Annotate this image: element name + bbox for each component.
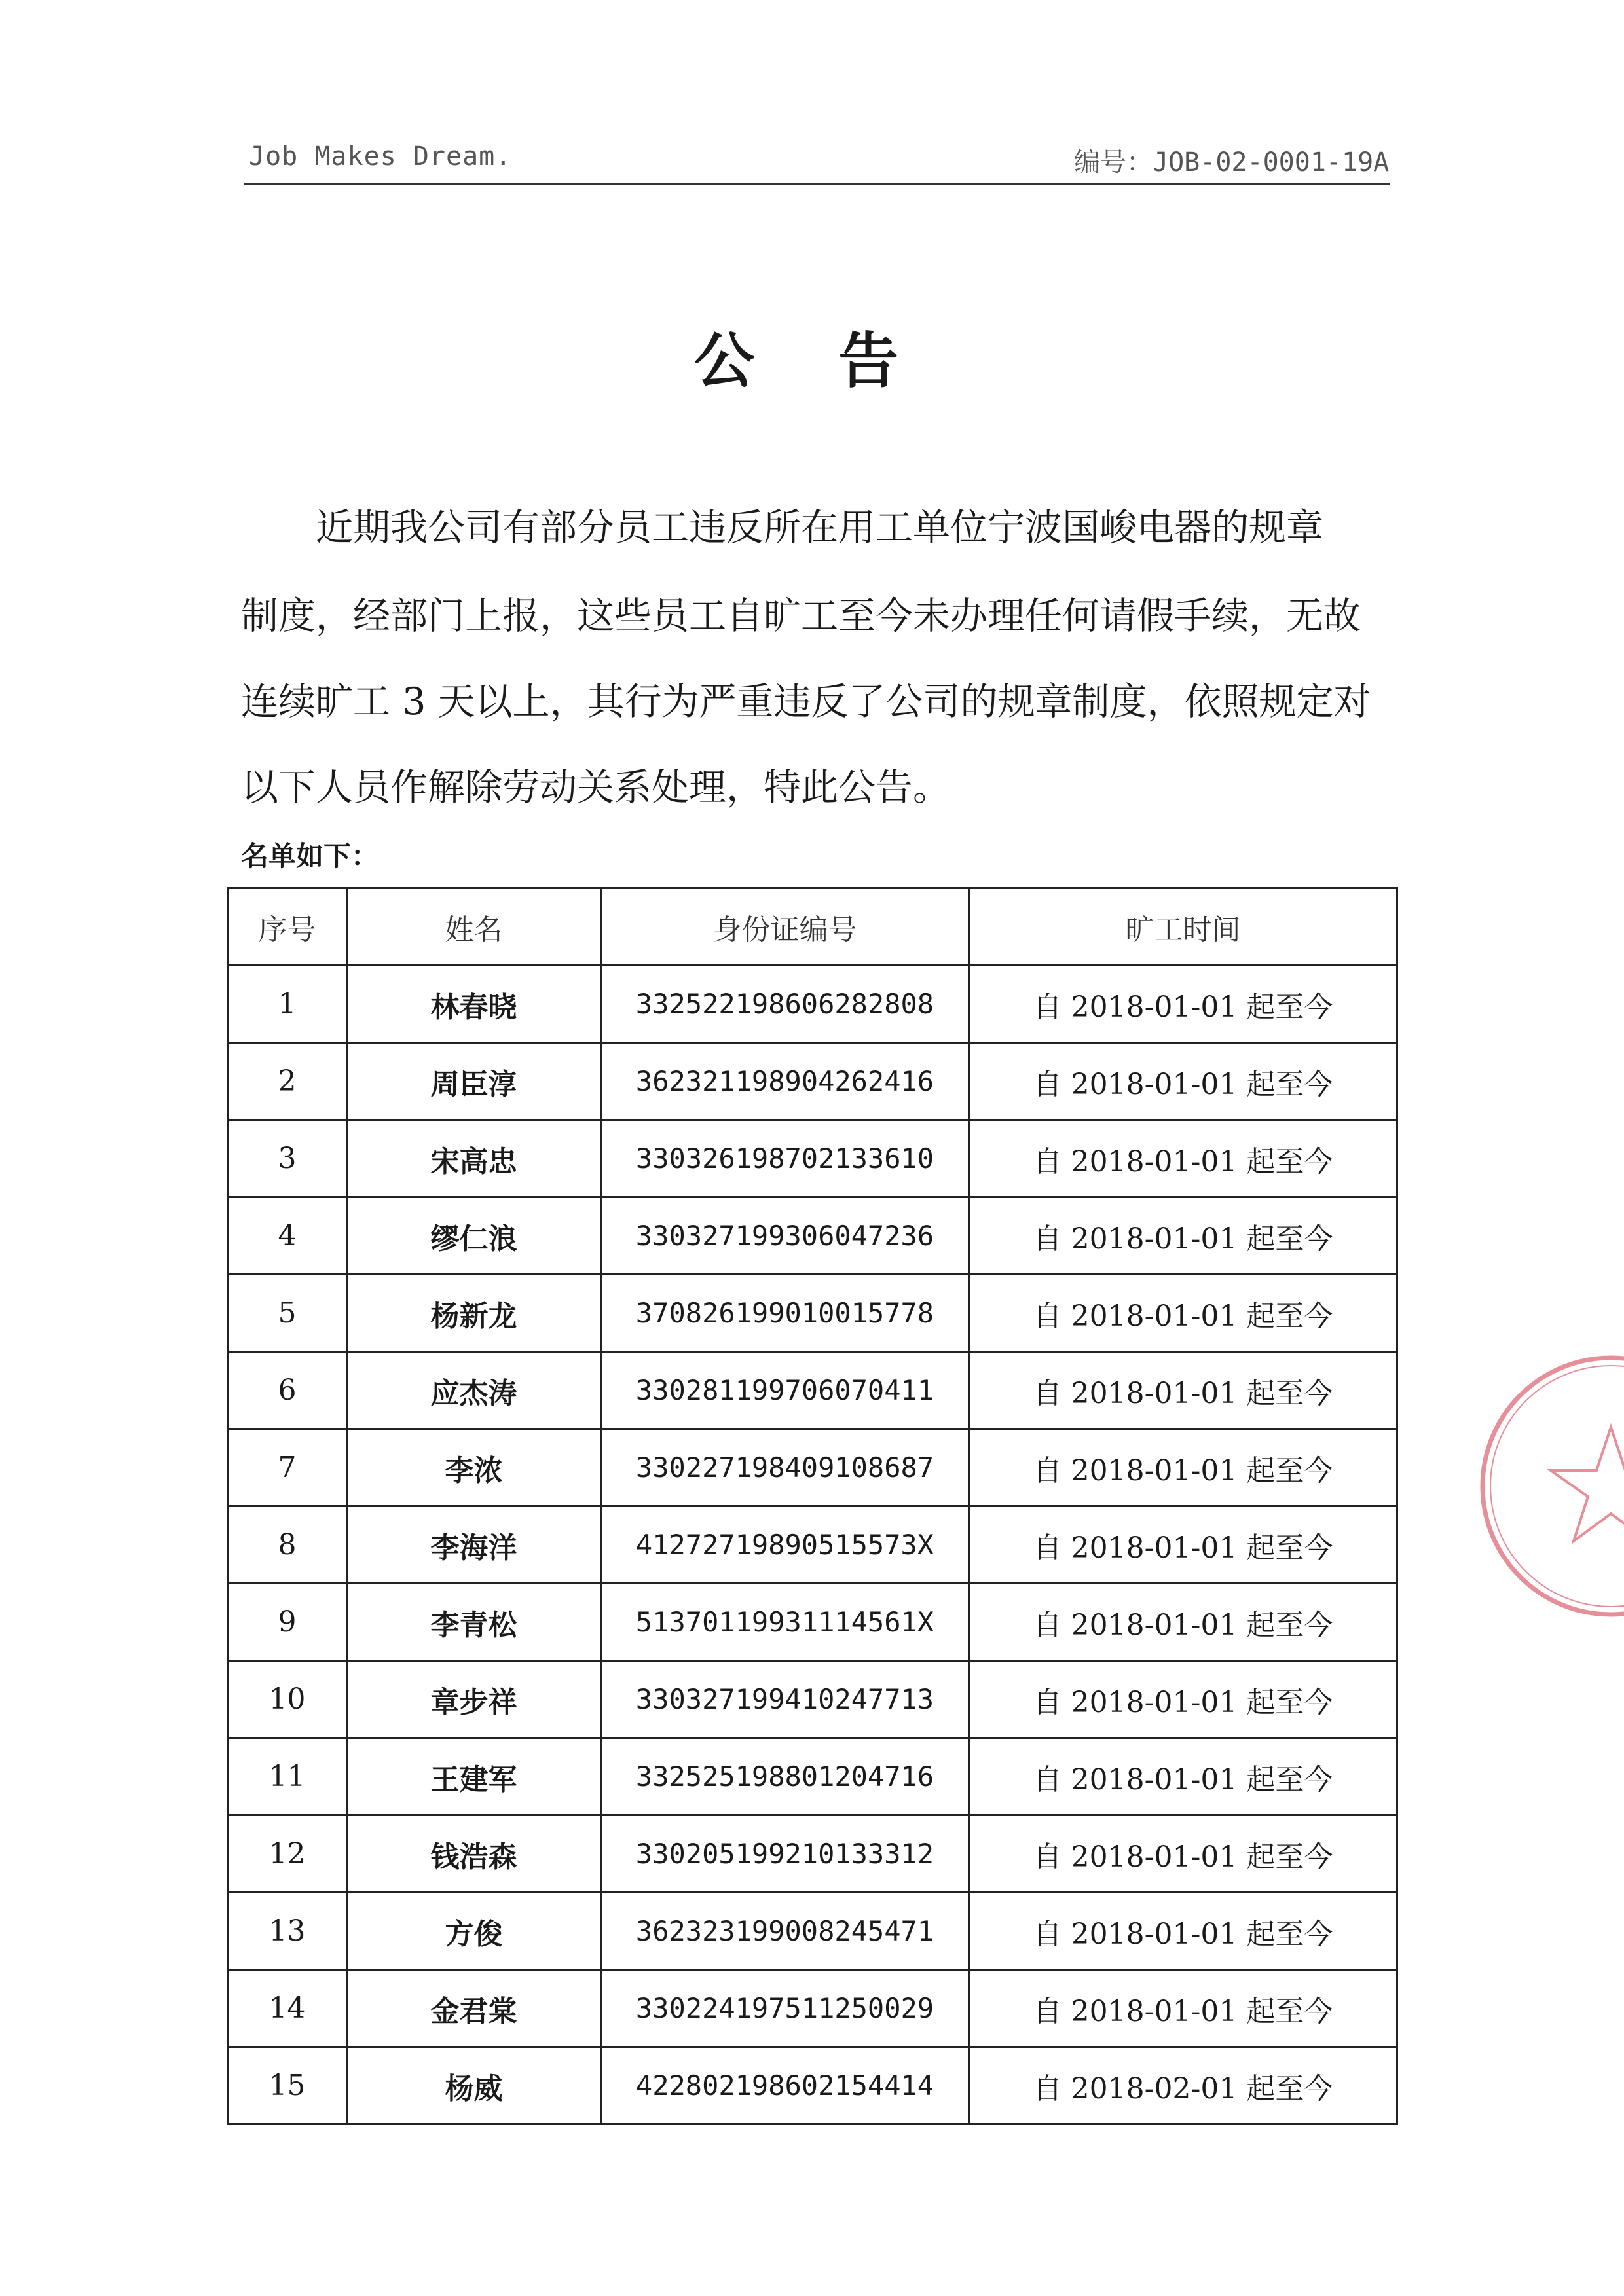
table-row (228, 1893, 1397, 1970)
table-row (228, 1197, 1397, 1275)
row-number-cell: 9 (228, 1584, 347, 1661)
row-number-cell: 8 (228, 1506, 347, 1584)
id-number-cell: 422802198602154414 (601, 2047, 969, 2124)
row-number-cell: 10 (228, 1661, 347, 1738)
row-number-cell: 7 (228, 1429, 347, 1506)
table-row (228, 2047, 1397, 2124)
table-row (228, 1584, 1397, 1661)
employee-name-cell: 林春晓 (347, 966, 601, 1043)
absence-time-cell: 自 2018-01-01 起至今 (969, 1584, 1397, 1661)
table-row (228, 1429, 1397, 1506)
absence-time-cell: 自 2018-01-01 起至今 (969, 1738, 1397, 1815)
absence-time-cell: 自 2018-01-01 起至今 (969, 1815, 1397, 1893)
column-header-name: 姓名 (347, 888, 601, 966)
absence-time-cell: 自 2018-01-01 起至今 (969, 1120, 1397, 1197)
page-title: 公 告 (693, 326, 931, 396)
absence-time-cell: 自 2018-01-01 起至今 (969, 1893, 1397, 1970)
id-number-cell: 330224197511250029 (601, 1970, 969, 2047)
employee-name-cell: 缪仁浪 (347, 1197, 601, 1275)
table-row (228, 1970, 1397, 2047)
id-number-cell: 362323199008245471 (601, 1893, 969, 1970)
column-header-absence: 旷工时间 (969, 888, 1397, 966)
row-number-cell: 12 (228, 1815, 347, 1893)
company-seal (1473, 1349, 1624, 1624)
id-number-cell: 330327199410247713 (601, 1661, 969, 1738)
id-number-cell: 330281199706070411 (601, 1352, 969, 1429)
absence-time-cell: 自 2018-01-01 起至今 (969, 1197, 1397, 1275)
absence-time-cell: 自 2018-01-01 起至今 (969, 1661, 1397, 1738)
table-row (228, 1352, 1397, 1429)
id-number-cell: 330205199210133312 (601, 1815, 969, 1893)
id-number-cell: 330326198702133610 (601, 1120, 969, 1197)
table-row (228, 1120, 1397, 1197)
list-heading: 名单如下： (241, 840, 379, 872)
row-number-cell: 13 (228, 1893, 347, 1970)
body-line-1: 近期我公司有部分员工违反所在用工单位宁波国峻电器的规章 (316, 506, 1323, 549)
absence-time-cell: 自 2018-01-01 起至今 (969, 1429, 1397, 1506)
employee-name-cell: 金君棠 (347, 1970, 601, 2047)
id-number-cell: 41272719890515573X (601, 1506, 969, 1584)
employee-name-cell: 宋高忠 (347, 1120, 601, 1197)
table-body (228, 966, 1397, 2124)
row-number-cell: 5 (228, 1275, 347, 1352)
id-number-cell: 332525198801204716 (601, 1738, 969, 1815)
id-number-cell: 330327199306047236 (601, 1197, 969, 1275)
column-header-number: 序号 (228, 888, 347, 966)
absence-time-cell: 自 2018-02-01 起至今 (969, 2047, 1397, 2124)
employee-name-cell: 杨威 (347, 2047, 601, 2124)
document-number: 编号：JOB-02-0001-19A (1074, 147, 1390, 177)
absence-time-cell: 自 2018-01-01 起至今 (969, 1352, 1397, 1429)
employee-name-cell: 李浓 (347, 1429, 601, 1506)
employee-name-cell: 王建军 (347, 1738, 601, 1815)
header-divider (244, 183, 1390, 185)
employee-name-cell: 章步祥 (347, 1661, 601, 1738)
absence-time-cell: 自 2018-01-01 起至今 (969, 1043, 1397, 1120)
id-number-cell: 362321198904262416 (601, 1043, 969, 1120)
column-header-id: 身份证编号 (601, 888, 969, 966)
row-number-cell: 4 (228, 1197, 347, 1275)
employee-name-cell: 钱浩森 (347, 1815, 601, 1893)
id-number-cell: 51370119931114561X (601, 1584, 969, 1661)
body-line-4: 以下人员作解除劳动关系处理，特此公告。 (241, 766, 950, 809)
table-row (228, 1738, 1397, 1815)
company-slogan: Job Makes Dream. (249, 141, 512, 172)
row-number-cell: 11 (228, 1738, 347, 1815)
row-number-cell: 1 (228, 966, 347, 1043)
row-number-cell: 2 (228, 1043, 347, 1120)
employee-name-cell: 方俊 (347, 1893, 601, 1970)
id-number-cell: 332522198606282808 (601, 966, 969, 1043)
table-row (228, 1043, 1397, 1120)
body-line-2: 制度，经部门上报，这些员工自旷工至今未办理任何请假手续，无故 (241, 594, 1361, 638)
row-number-cell: 6 (228, 1352, 347, 1429)
row-number-cell: 14 (228, 1970, 347, 2047)
table-row (228, 966, 1397, 1043)
table-row (228, 1661, 1397, 1738)
table-row (228, 1815, 1397, 1893)
body-line-3: 连续旷工 3 天以上，其行为严重违反了公司的规章制度，依照规定对 (241, 680, 1371, 723)
table-row (228, 1275, 1397, 1352)
table-row (228, 1506, 1397, 1584)
employee-name-cell: 李海洋 (347, 1506, 601, 1584)
row-number-cell: 15 (228, 2047, 347, 2124)
employee-name-cell: 周臣淳 (347, 1043, 601, 1120)
absence-time-cell: 自 2018-01-01 起至今 (969, 966, 1397, 1043)
absence-time-cell: 自 2018-01-01 起至今 (969, 1506, 1397, 1584)
table-header-row (228, 888, 1397, 966)
id-number-cell: 370826199010015778 (601, 1275, 969, 1352)
absence-time-cell: 自 2018-01-01 起至今 (969, 1275, 1397, 1352)
row-number-cell: 3 (228, 1120, 347, 1197)
employee-name-cell: 应杰涛 (347, 1352, 601, 1429)
absence-time-cell: 自 2018-01-01 起至今 (969, 1970, 1397, 2047)
id-number-cell: 330227198409108687 (601, 1429, 969, 1506)
employee-name-cell: 李青松 (347, 1584, 601, 1661)
dismissal-table (227, 887, 1396, 2125)
employee-name-cell: 杨新龙 (347, 1275, 601, 1352)
